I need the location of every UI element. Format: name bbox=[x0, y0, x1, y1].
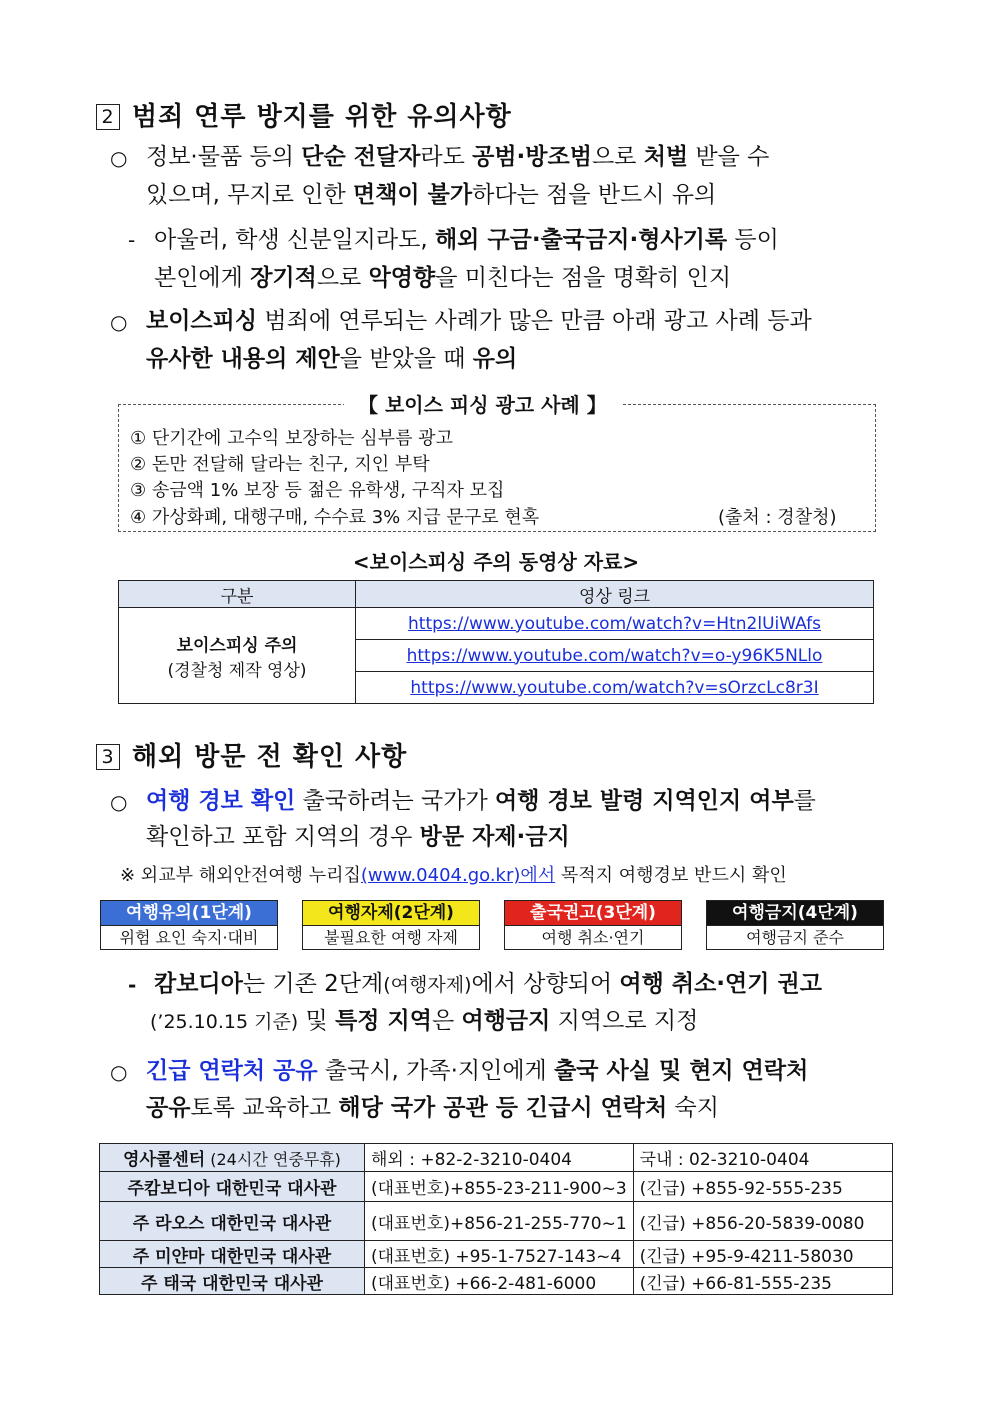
video-table-header-link: 영상 링크 bbox=[356, 581, 874, 608]
alert-level-4 bbox=[706, 900, 884, 950]
alert-level-3-label: 출국권고(3단계) bbox=[504, 900, 682, 925]
circle-bullet-icon: ○ bbox=[110, 146, 128, 170]
video-table bbox=[118, 580, 874, 704]
section-3-title: 해외 방문 전 확인 사항 bbox=[132, 742, 408, 772]
s3-bullet1-line2: 확인하고 포함 지역의 경우 방문 자제·금지 bbox=[146, 824, 570, 850]
s3-bullet1-line1: 여행 경보 확인 출국하려는 국가가 여행 경보 발령 지역인지 여부를 bbox=[146, 788, 816, 814]
alert-level-1 bbox=[100, 900, 278, 950]
video-link-2[interactable]: https://www.youtube.com/watch?v=o-y96K5NLlo bbox=[406, 645, 823, 666]
contact-emergency-number: (긴급) +95-9-4211-58030 bbox=[633, 1241, 892, 1268]
s3-sub1-line2: (’25.10.15 기준) 및 특정 지역은 여행금지 지역으로 지정 bbox=[150, 1008, 699, 1034]
travel-site-link[interactable]: (www.0404.go.kr)에서 bbox=[360, 865, 556, 886]
video-table-caption: <보이스피싱 주의 동영상 자료> bbox=[352, 550, 640, 574]
contacts-table bbox=[99, 1143, 893, 1295]
video-link-1[interactable]: https://www.youtube.com/watch?v=Htn2lUiWAfs bbox=[408, 613, 821, 634]
alert-level-2 bbox=[302, 900, 480, 950]
contact-emergency-number: (긴급) +855-92-555-235 bbox=[633, 1172, 892, 1202]
alert-level-1-desc: 위험 요인 숙지·대비 bbox=[100, 925, 278, 950]
section-3-heading bbox=[96, 736, 407, 773]
s3-sub1-line1: 캄보디아는 기존 2단계(여행자제)에서 상향되어 여행 취소·연기 권고 bbox=[154, 971, 822, 997]
dash-bullet-icon: - bbox=[128, 228, 136, 252]
ad-box-title: 【 보이스 피싱 광고 사례 】 bbox=[344, 389, 621, 418]
s2-bullet1-line1: 정보·물품 등의 단순 전달자라도 공범·방조범으로 처벌 받을 수 bbox=[146, 144, 770, 170]
s2-sub1-line1: 아울러, 학생 신분일지라도, 해외 구금·출국금지·형사기록 등이 bbox=[154, 227, 779, 253]
video-category-cell bbox=[119, 608, 356, 704]
contact-emergency-number: (긴급) +856-20-5839-0080 bbox=[633, 1202, 892, 1241]
contact-name: 주 태국 대한민국 대사관 bbox=[100, 1268, 365, 1295]
dash-bullet-icon: - bbox=[128, 973, 137, 997]
ad-source: (출처 : 경찰청) bbox=[718, 507, 837, 528]
contact-name: 주캄보디아 대한민국 대사관 bbox=[100, 1172, 365, 1202]
contact-row bbox=[100, 1144, 893, 1172]
contact-emergency-number: (긴급) +66-81-555-235 bbox=[633, 1268, 892, 1295]
s3-bullet2-line2: 공유토록 교육하고 해당 국가 공관 등 긴급시 연락처 숙지 bbox=[146, 1095, 719, 1121]
circle-bullet-icon: ○ bbox=[110, 310, 128, 334]
ad-item-2: ② 돈만 전달해 달라는 친구, 지인 부탁 bbox=[130, 454, 430, 475]
contact-name: 영사콜센터 (24시간 연중무휴) bbox=[100, 1144, 365, 1172]
s3-bullet2-line1: 긴급 연락처 공유 출국시, 가족·지인에게 출국 사실 및 현지 연락처 bbox=[146, 1058, 809, 1084]
video-category-sub: (경찰청 제작 영상) bbox=[167, 660, 307, 681]
s2-sub1-line2: 본인에게 장기적으로 악영향을 미친다는 점을 명확히 인지 bbox=[154, 265, 732, 291]
s2-bullet1-line2: 있으며, 무지로 인한 면책이 불가하다는 점을 반드시 유의 bbox=[146, 182, 717, 208]
contact-emergency-number: 국내 : 02-3210-0404 bbox=[633, 1144, 892, 1172]
contact-main-number: 해외 : +82-2-3210-0404 bbox=[365, 1144, 634, 1172]
alert-level-3-desc: 여행 취소·연기 bbox=[504, 925, 682, 950]
contact-main-number: (대표번호)+856-21-255-770~1 bbox=[365, 1202, 634, 1241]
s2-bullet2-line1: 보이스피싱 범죄에 연루되는 사례가 많은 만큼 아래 광고 사례 등과 bbox=[146, 308, 812, 334]
section-3-number: 3 bbox=[96, 744, 120, 770]
ad-item-1: ① 단기간에 고수익 보장하는 심부름 광고 bbox=[130, 428, 453, 449]
alert-level-4-label: 여행금지(4단계) bbox=[706, 900, 884, 925]
video-category-main: 보이스피싱 주의 bbox=[176, 635, 298, 656]
video-table-header-category: 구분 bbox=[119, 581, 356, 608]
contact-row bbox=[100, 1172, 893, 1202]
section-2-number: 2 bbox=[96, 104, 120, 130]
contact-row bbox=[100, 1202, 893, 1241]
ad-item-3: ③ 송금액 1% 보장 등 젊은 유학생, 구직자 모집 bbox=[130, 480, 505, 501]
contact-row bbox=[100, 1241, 893, 1268]
contact-main-number: (대표번호) +66-2-481-6000 bbox=[365, 1268, 634, 1295]
contact-name: 주 미얀마 대한민국 대사관 bbox=[100, 1241, 365, 1268]
travel-alert-note: ※ 외교부 해외안전여행 누리집(www.0404.go.kr)에서 목적지 여행경보 반드시 확인 bbox=[120, 865, 787, 886]
alert-level-1-label: 여행유의(1단계) bbox=[100, 900, 278, 925]
video-link-3[interactable]: https://www.youtube.com/watch?v=sOrzcLc8r3I bbox=[410, 677, 819, 698]
ad-item-4: ④ 가상화폐, 대행구매, 수수료 3% 지급 문구로 현혹 bbox=[130, 507, 540, 528]
circle-bullet-icon: ○ bbox=[110, 790, 128, 814]
alert-level-2-label: 여행자제(2단계) bbox=[302, 900, 480, 925]
circle-bullet-icon: ○ bbox=[110, 1060, 128, 1084]
contact-main-number: (대표번호) +95-1-7527-143~4 bbox=[365, 1241, 634, 1268]
section-2-heading bbox=[96, 96, 512, 133]
contact-row bbox=[100, 1268, 893, 1295]
contact-main-number: (대표번호)+855-23-211-900~3 bbox=[365, 1172, 634, 1202]
contact-name: 주 라오스 대한민국 대사관 bbox=[100, 1202, 365, 1241]
s2-bullet2-line2: 유사한 내용의 제안을 받았을 때 유의 bbox=[146, 346, 518, 372]
alert-level-4-desc: 여행금지 준수 bbox=[706, 925, 884, 950]
section-2-title: 범죄 연루 방지를 위한 유의사항 bbox=[132, 102, 512, 132]
alert-level-2-desc: 불필요한 여행 자제 bbox=[302, 925, 480, 950]
alert-level-3 bbox=[504, 900, 682, 950]
